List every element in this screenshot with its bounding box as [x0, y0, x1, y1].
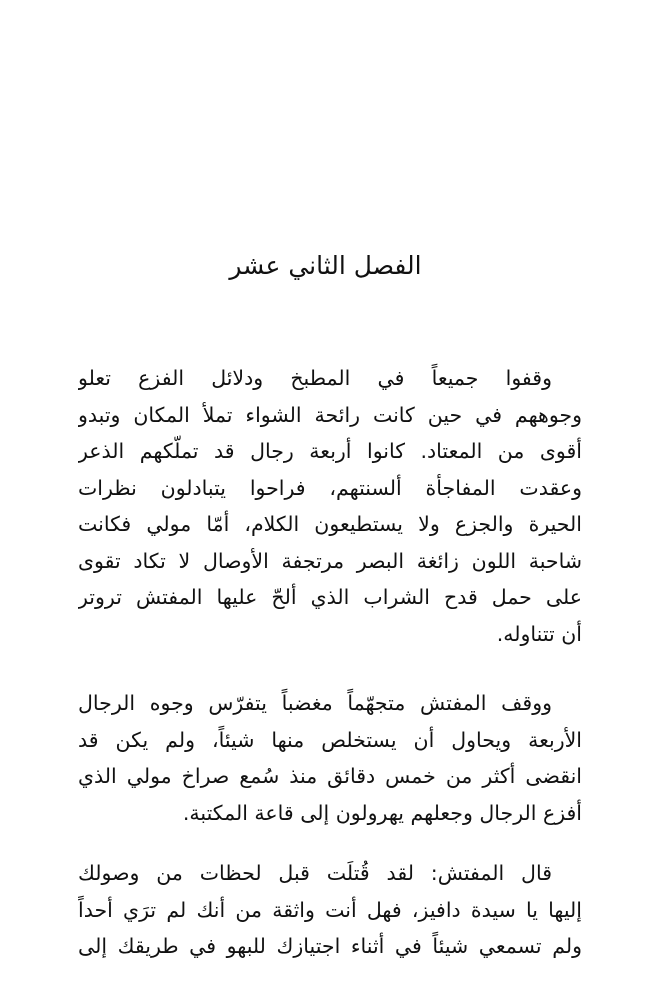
- text-line: ووقف المفتش متجهّماً مغضباً يتفرّس وجوه الرجال: [78, 691, 552, 715]
- paragraph-3: [78, 855, 582, 965]
- text-line: أقوى من المعتاد. كانوا أربعة رجال قد تملّكهم الذعر: [78, 439, 582, 463]
- paragraph-2: [78, 685, 582, 831]
- text-line: ولم تسمعي شيئاً في أثناء اجتيازك للبهو في طريقك إلى: [78, 934, 582, 958]
- text-line: وجوههم في حين كانت رائحة الشواء تملأ المكان وتبدو: [78, 402, 582, 427]
- text-line: قال المفتش: لقد قُتلَت قبل لحظات من وصولك: [78, 861, 552, 885]
- text-line: إليها يا سيدة دافيز، فهل أنت واثقة من أنك لم ترَي أحداً: [78, 897, 582, 922]
- paragraph-1: [78, 360, 582, 652]
- chapter-title: الفصل الثاني عشر: [229, 251, 422, 280]
- text-line: الحيرة والجزع ولا يستطيعون الكلام، أمّا مولي فكانت: [78, 512, 582, 536]
- text-line: أفزع الرجال وجعلهم يهرولون إلى قاعة المكتبة.: [182, 800, 582, 825]
- text-line: الأربعة ويحاول أن يستخلص منها شيئاً، ولم يكن قد: [78, 727, 582, 752]
- text-line: على حمل قدح الشراب الذي ألحّ عليها المفتش تروتر: [78, 585, 582, 609]
- text-line: وعقدت المفاجأة ألسنتهم، فراحوا يتبادلون نظرات: [78, 475, 582, 500]
- text-line: وقفوا جميعاً في المطبخ ودلائل الفزع تعلو: [78, 366, 552, 390]
- text-line: انقضى أكثر من خمس دقائق منذ سُمع صراخ مولي الذي: [78, 764, 582, 788]
- text-line: شاحبة اللون زائغة البصر مرتجفة الأوصال لا تكاد تقوى: [78, 548, 582, 573]
- text-line: أن تتناوله.: [496, 621, 582, 646]
